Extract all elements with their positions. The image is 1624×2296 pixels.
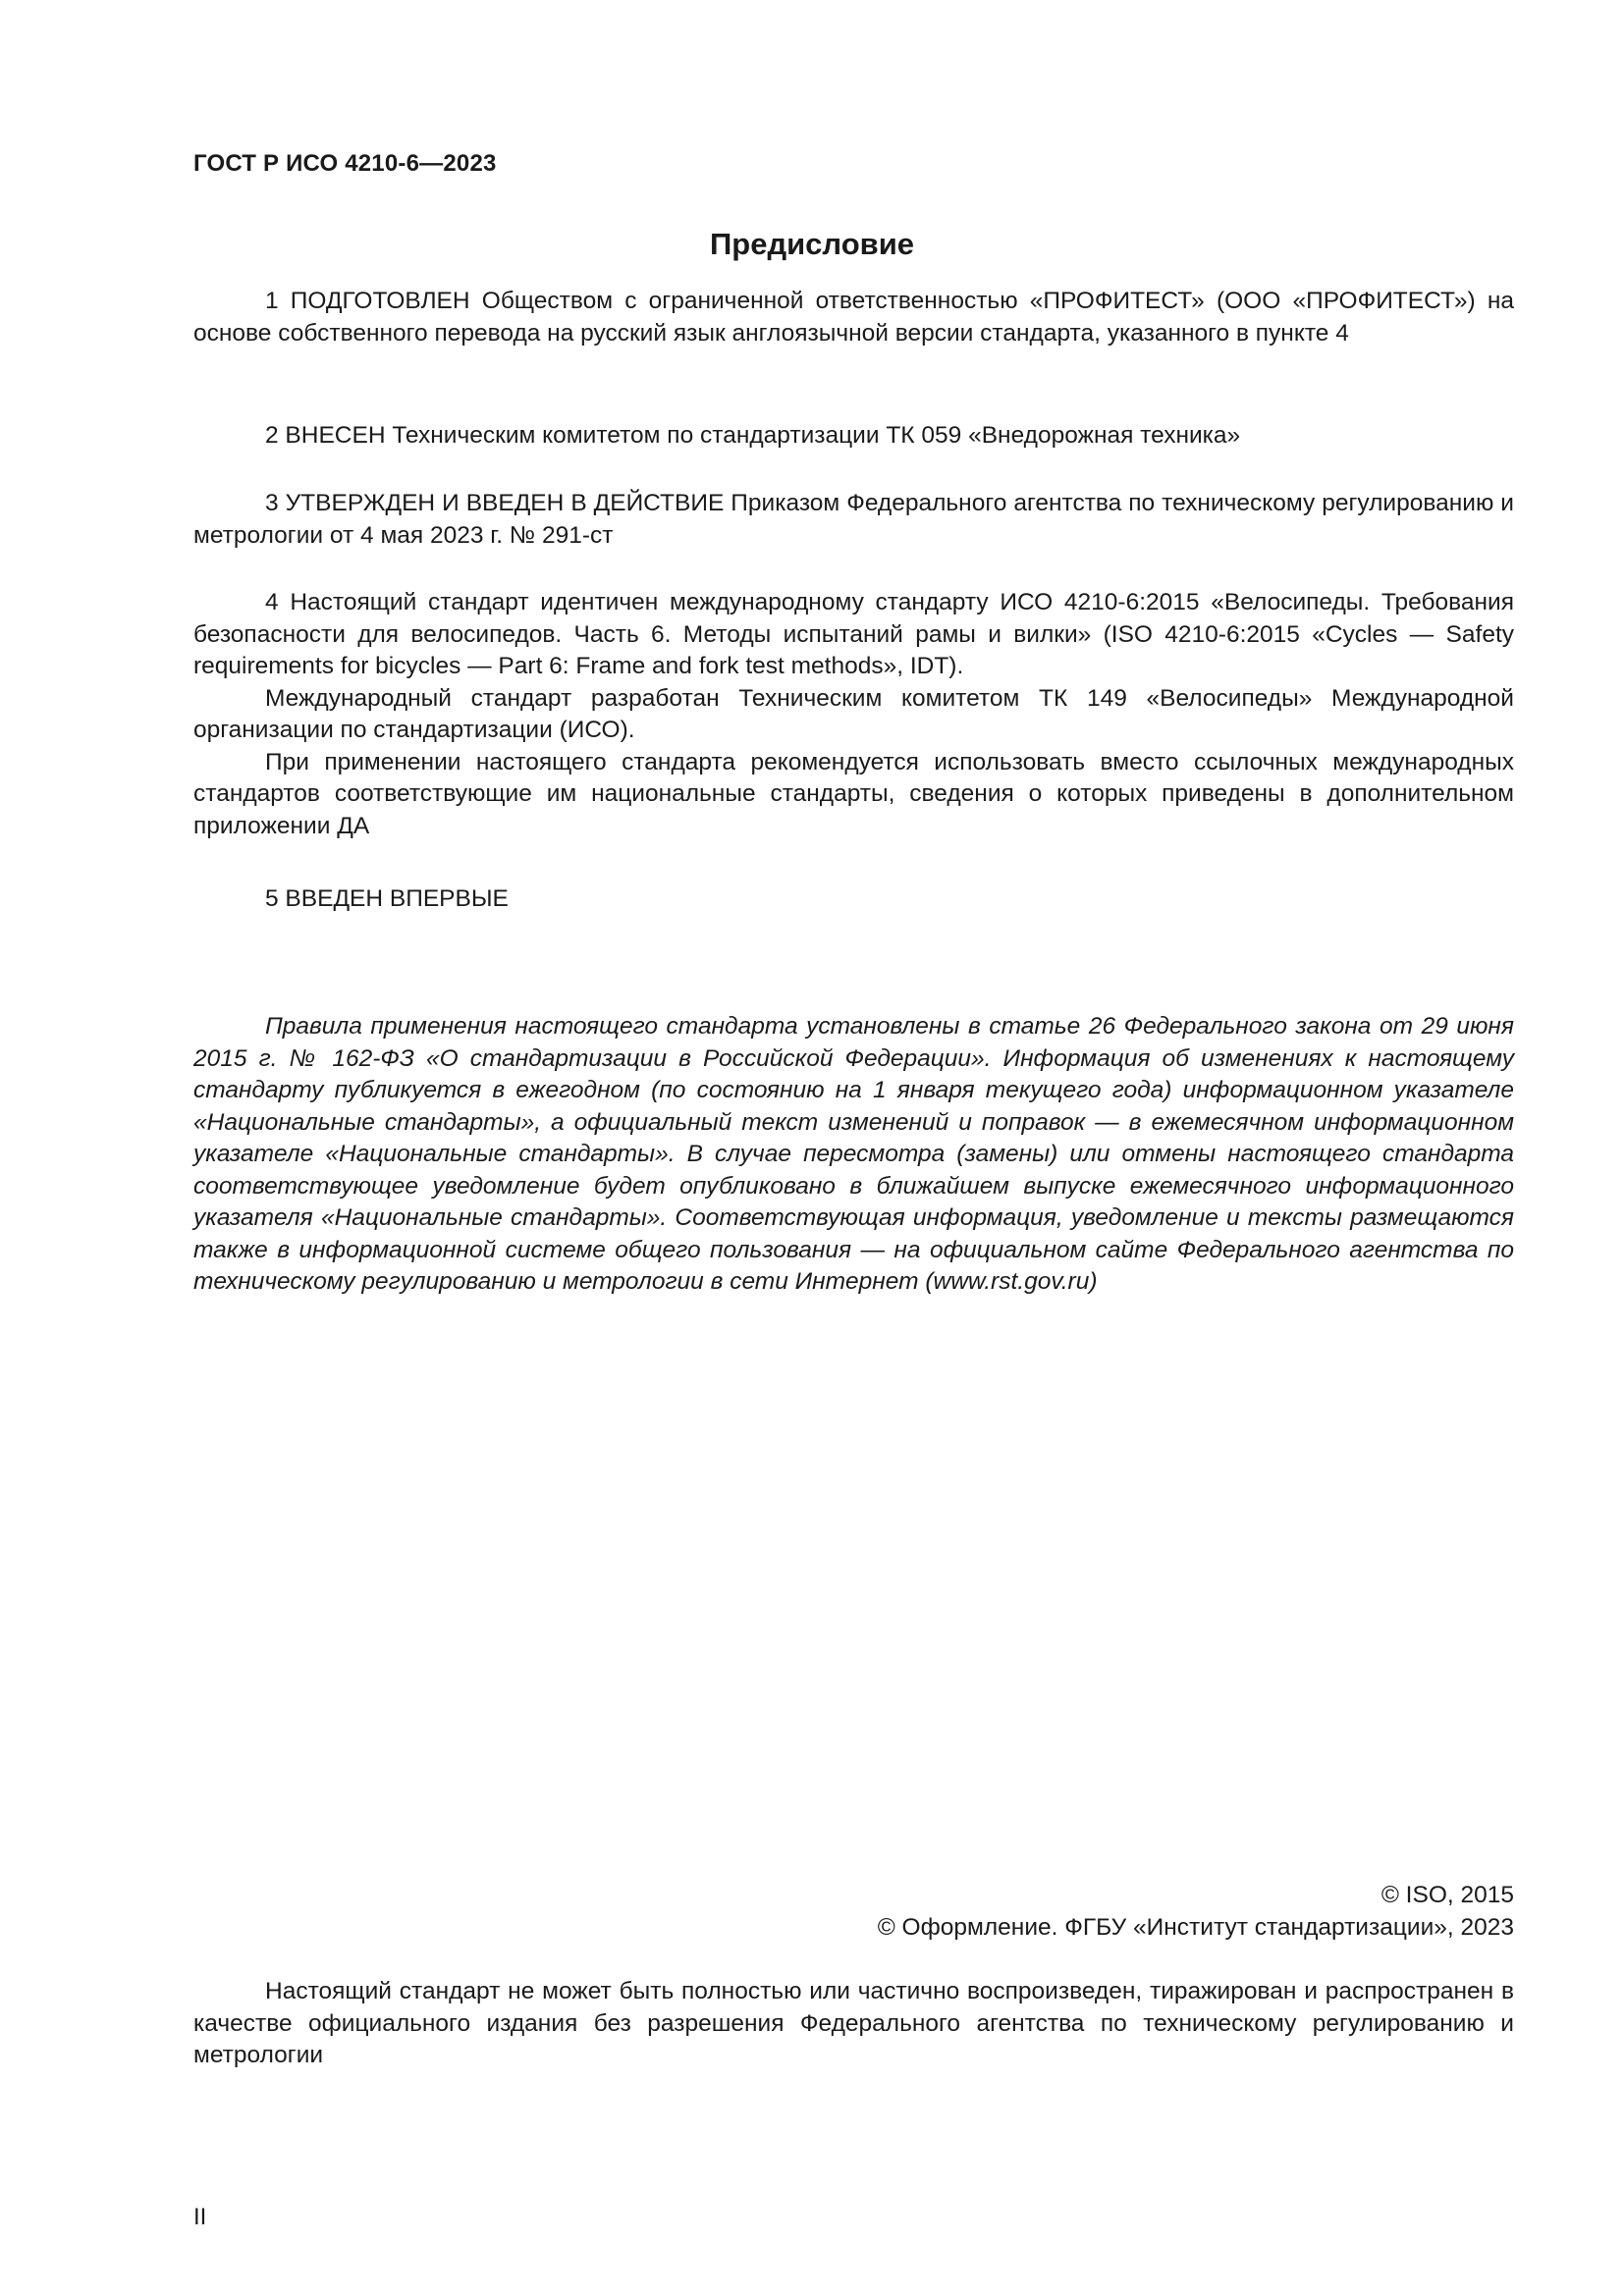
reproduction-notice-text: Настоящий стандарт не может быть полностью или частично воспроизведен, тиражирован и распространен в качестве официального издания без разрешения Федерального агентства по техническому регулированию и метрологии: [193, 1978, 1514, 2068]
foreword-item-4-text: 4 Настоящий стандарт идентичен международному стандарту ИСО 4210-6:2015 «Велосипеды. Требования безопасности для велосипедов. Часть 6. Методы испытаний рамы и вилки» (ISO 4210-6:2015 «Cycles — Safety requirements for bicycles — Part 6: Frame and fork test methods», IDT).: [193, 589, 1514, 679]
foreword-item-3: [193, 488, 1514, 552]
foreword-item-3-text: 3 УТВЕРЖДЕН И ВВЕДЕН В ДЕЙСТВИЕ Приказом Федерального агентства по техническому регулированию и метрологии от 4 мая 2023 г. № 291-ст: [193, 490, 1514, 549]
foreword-item-1-text: 1 ПОДГОТОВЛЕН Обществом с ограниченной ответственностью «ПРОФИТЕСТ» (ООО «ПРОФИТЕСТ») на основе собственного перевода на русский язык англоязычной версии стандарта, указанного в пункте 4: [193, 288, 1514, 347]
foreword-item-5-text: 5 ВВЕДЕН ВПЕРВЫЕ: [265, 885, 509, 912]
copyright-iso: © ISO, 2015: [1380, 1882, 1514, 1908]
page-number: II: [193, 2204, 207, 2230]
foreword-item-2: [193, 420, 1514, 453]
page-title: Предисловие: [709, 227, 914, 261]
application-rules-block: [193, 1011, 1514, 1299]
reproduction-notice: [193, 1976, 1514, 2072]
application-rules-text: Правила применения настоящего стандарта установлены в статье 26 Федерального закона от 29 июня 2015 г. № 162-ФЗ «О стандартизации в Российской Федерации». Информация об изменениях к настоящему стандарту публикуется в ежегодном (по состоянию на 1 января текущего года) информационном указателе «Национальные стандарты», а официальный текст изменений и поправок — в ежемесячном информационном указателе «Национальные стандарты». В случае пересмотра (замены) или отмены настоящего стандарта соответствующее уведомление будет опубликовано в ближайшем выпуске ежемесячного информационного указателя «Национальные стандарты». Соответствующая информация, уведомление и тексты размещаются также в информационной системе общего пользования — на официальном сайте Федерального агентства по техническому регулированию и метрологии в сети Интернет (www.rst.gov.ru): [193, 1013, 1514, 1295]
foreword-item-4-developer: Международный стандарт разработан Техническим комитетом ТК 149 «Велосипеды» Международной организации по стандартизации (ИСО).: [193, 684, 1514, 743]
foreword-item-2-text: 2 ВНЕСЕН Техническим комитетом по стандартизации ТК 059 «Внедорожная техника»: [265, 422, 1241, 449]
foreword-item-5: [193, 883, 1514, 916]
foreword-item-1: [193, 286, 1514, 349]
copyright-design: © Оформление. ФГБУ «Институт стандартизации», 2023: [877, 1914, 1514, 1941]
foreword-item-4-application: При применении настоящего стандарта рекомендуется использовать вместо ссылочных международных стандартов соответствующие им национальные стандарты, сведения о которых приведены в дополнительном приложении ДА: [193, 748, 1514, 839]
foreword-item-4: [193, 587, 1514, 842]
document-id-header: ГОСТ Р ИСО 4210-6—2023: [193, 150, 497, 177]
